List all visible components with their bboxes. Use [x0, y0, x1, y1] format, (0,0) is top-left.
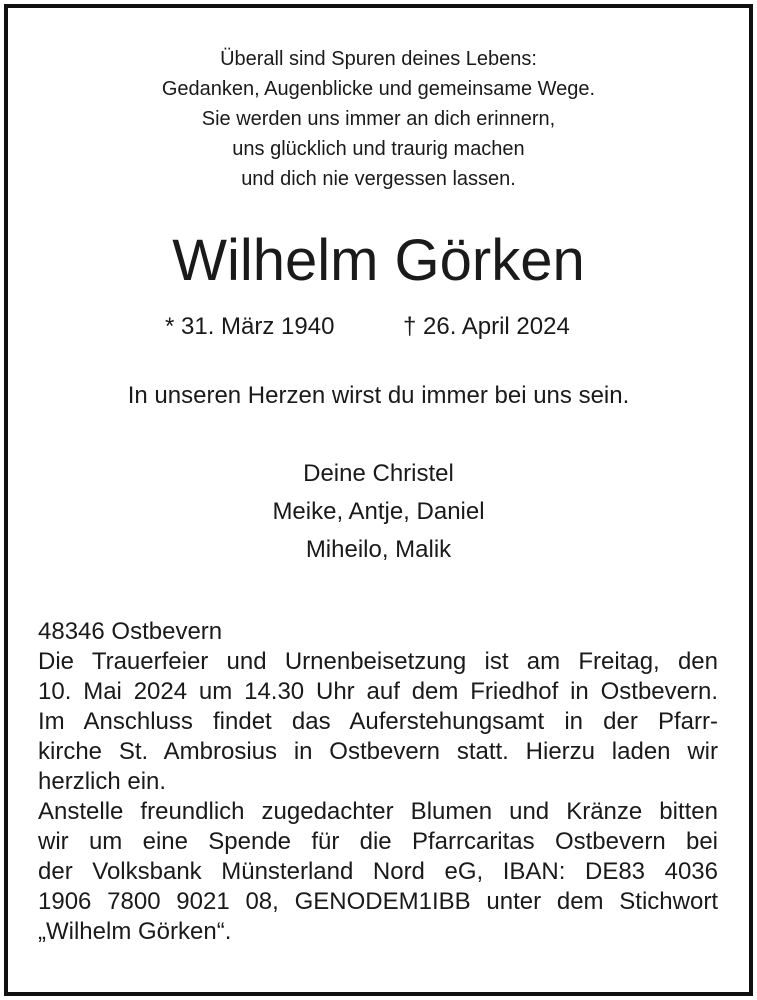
donation-line: wir um eine Spende für die Pfarrcaritas Ostbevern bei [38, 828, 718, 855]
poem [0, 44, 757, 194]
donation-line: „Wilhelm Görken“. [38, 918, 232, 945]
funeral-info [38, 617, 718, 947]
funeral-line: Die Trauerfeier und Urnenbeisetzung ist am Freitag, den [38, 648, 718, 675]
motto: In unseren Herzen wirst du immer bei uns sein. [127, 382, 630, 409]
donation-line: 1906 7800 9021 08, GENODEM1IBB unter dem Stichwort [38, 888, 718, 915]
donation-line: Anstelle freundlich zugedachter Blumen und Kränze bitten [38, 798, 718, 825]
funeral-line: kirche St. Ambrosius in Ostbevern statt. Hierzu laden wir [38, 738, 718, 765]
deceased-name: Wilhelm Görken [172, 228, 585, 293]
funeral-line: Im Anschluss findet das Auferstehungsamt in der Pfarr- [38, 708, 718, 735]
poem-line: Gedanken, Augenblicke und gemeinsame Wege. [161, 78, 596, 100]
funeral-line: 10. Mai 2024 um 14.30 Uhr auf dem Friedhof in Ostbevern. [38, 678, 718, 705]
place: 48346 Ostbevern [38, 618, 223, 645]
funeral-line: herzlich ein. [38, 768, 167, 795]
poem-line: Sie werden uns immer an dich erinnern, [201, 108, 556, 130]
poem-line: Überall sind Spuren deines Lebens: [220, 48, 537, 70]
mourners [0, 455, 757, 569]
donation-line: der Volksbank Münsterland Nord eG, IBAN: DE83 4036 [38, 858, 718, 885]
birth-date: * 31. März 1940 [165, 313, 335, 340]
poem-line: und dich nie vergessen lassen. [241, 168, 516, 190]
mourner-line: Meike, Antje, Daniel [272, 498, 485, 525]
death-date: † 26. April 2024 [403, 313, 570, 340]
mourner-line: Deine Christel [303, 460, 454, 487]
poem-line: uns glücklich und traurig machen [232, 138, 525, 160]
mourner-line: Miheilo, Malik [305, 536, 452, 563]
